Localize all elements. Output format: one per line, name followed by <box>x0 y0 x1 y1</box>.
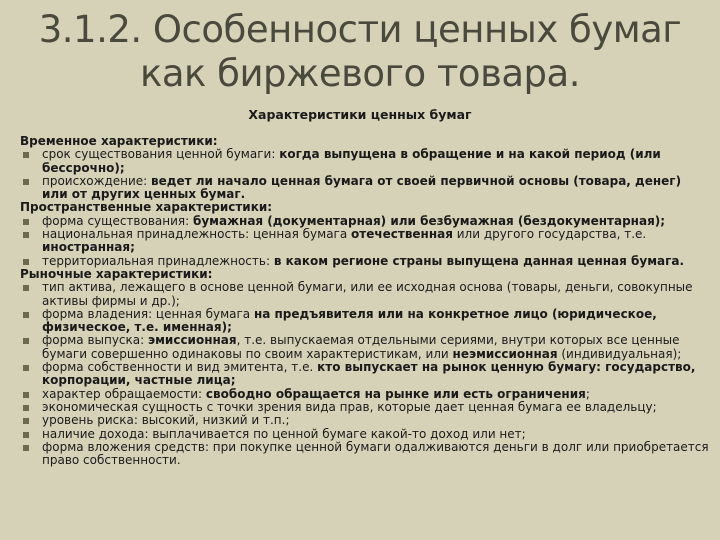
square-bullet-icon <box>23 392 29 398</box>
list-item: наличие дохода: выплачивается по ценной бумаге какой-то доход или нет; <box>20 428 710 441</box>
list-item: происхождение: ведет ли начало ценная бумага от своей первичной основы (товара, денег) или от других ценных бумаг. <box>20 175 710 202</box>
subtitle: Характеристики ценных бумаг <box>248 107 472 122</box>
title-line-2: как биржевого товара. <box>140 52 580 95</box>
list-item: форма выпуска: эмиссионная, т.е. выпускаемая отдельными сериями, внутри которых все ценные бумаги совершенно одинаковы по своим характеристикам, или неэмиссионная (индивидуальная); <box>20 334 710 361</box>
title-line-1: 3.1.2. Особенности ценных бумаг <box>38 8 682 51</box>
square-bullet-icon <box>23 259 29 265</box>
list-item: форма вложения средств: при покупке ценной бумаги одалживаются деньги в долг или приобретается право собственности. <box>20 441 710 468</box>
square-bullet-icon <box>23 445 29 451</box>
list-item: национальная принадлежность: ценная бумага отечественная или другого государства, т.е. иностранная; <box>20 228 710 255</box>
square-bullet-icon <box>23 338 29 344</box>
list-item: уровень риска: высокий, низкий и т.п.; <box>20 414 710 427</box>
square-bullet-icon <box>23 418 29 424</box>
square-bullet-icon <box>23 432 29 438</box>
square-bullet-icon <box>23 405 29 411</box>
list-item: территориальная принадлежность: в каком регионе страны выпущена данная ценная бумага. <box>20 255 710 268</box>
square-bullet-icon <box>23 312 29 318</box>
list-item: характер обращаемости: свободно обращается на рынке или есть ограничения; <box>20 388 710 401</box>
list-item: срок существования ценной бумаги: когда выпущена в обращение и на какой период (или бессрочно); <box>20 148 710 175</box>
list-item: форма собственности и вид эмитента, т.е. кто выпускает на рынок ценную бумагу: государство, корпорации, частные лица; <box>20 361 710 388</box>
list-item: экономическая сущность с точки зрения вида прав, которые дает ценная бумага ее владельцу; <box>20 401 710 414</box>
list-item: тип актива, лежащего в основе ценной бумаги, или ее исходная основа (товары, деньги, совокупные активы фирмы и др.); <box>20 281 710 308</box>
section-heading-temporal: Временное характеристики: <box>20 134 218 148</box>
section-heading-market: Рыночные характеристики: <box>20 266 213 281</box>
square-bullet-icon <box>23 179 29 185</box>
list-item: форма владения: ценная бумага на предъявителя или на конкретное лицо (юридическое, физическое, т.е. именная); <box>20 308 710 335</box>
square-bullet-icon <box>23 232 29 238</box>
characteristics-list <box>20 135 710 467</box>
page-title <box>0 8 720 96</box>
square-bullet-icon <box>23 152 29 158</box>
section-heading-spatial: Пространственные характеристики: <box>20 200 273 215</box>
list-item: форма существования: бумажная (документарная) или безбумажная (бездокументарная); <box>20 215 710 228</box>
square-bullet-icon <box>23 285 29 291</box>
square-bullet-icon <box>23 365 29 371</box>
square-bullet-icon <box>23 219 29 225</box>
